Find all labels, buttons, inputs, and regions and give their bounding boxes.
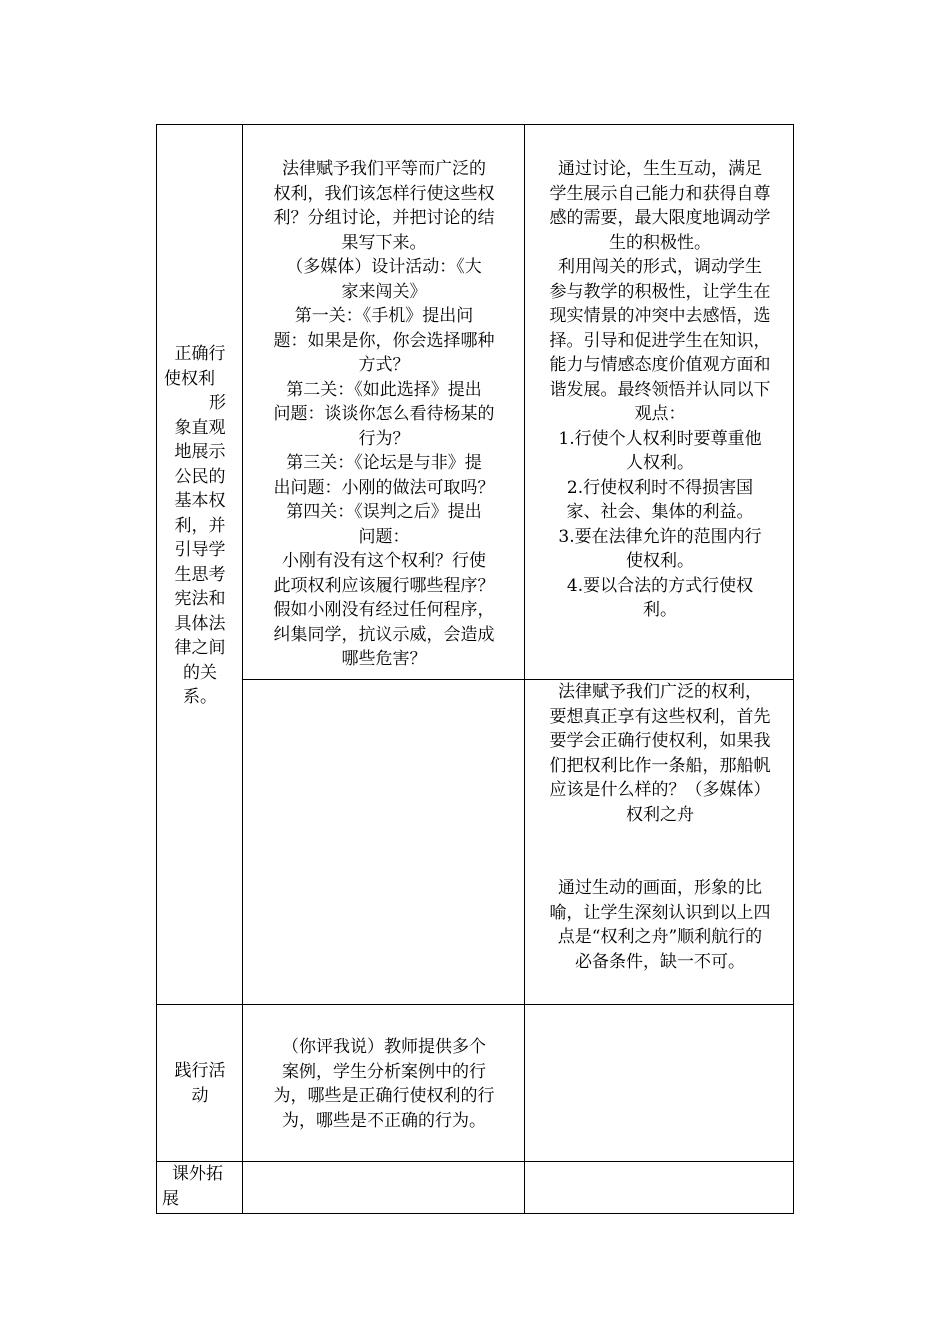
- cell-line: 现实情景的冲突中去感悟，选: [549, 306, 771, 326]
- cell-line: 们把权利比作一条船，那船帆: [549, 755, 771, 776]
- table-border-right: [793, 124, 794, 1214]
- cell-line: 通过生动的画面，形象的比: [558, 878, 762, 898]
- cell-line: 哪些危害？: [341, 649, 427, 669]
- column-divider-1: [242, 124, 243, 1214]
- row1-topic-cell: [162, 342, 238, 710]
- row-divider-1: [156, 1004, 794, 1005]
- cell-line: 使权利: [164, 368, 215, 389]
- cell-line: 象直观: [174, 417, 226, 438]
- cell-line: 系。: [183, 687, 217, 707]
- cell-line: 应该是什么样的？（多媒体）: [549, 780, 771, 800]
- row1-intent-cell-bottom-a: [532, 680, 788, 827]
- cell-line: 法律赋予我们广泛的权利，: [558, 682, 762, 702]
- cell-line: 问题：谈谈你怎么看待杨某的: [273, 404, 495, 424]
- cell-line: 地展示: [174, 442, 226, 462]
- cell-line: 正确行: [174, 344, 226, 364]
- cell-line: 利？分组讨论，并把讨论的结: [273, 208, 495, 228]
- cell-line: 第四关：《误判之后》提出: [286, 502, 482, 522]
- cell-line: 利，并: [174, 515, 226, 536]
- cell-line: 案例，学生分析案例中的行: [282, 1061, 486, 1082]
- cell-line: 1.行使个人权利时要尊重他: [558, 428, 762, 449]
- cell-line: 基本权: [174, 491, 226, 511]
- cell-line: 题：如果是你，你会选择哪种: [273, 330, 495, 351]
- cell-line: 法律赋予我们平等而广泛的: [282, 159, 486, 179]
- cell-line: 生的积极性。: [609, 232, 711, 253]
- cell-line: 点是“权利之舟”顺利航行的: [557, 927, 763, 947]
- cell-line: （多媒体）设计活动：《大: [286, 257, 482, 277]
- cell-line: 假如小刚没有经过任何程序，: [273, 600, 495, 620]
- cell-line: 践行活: [174, 1061, 226, 1081]
- cell-line: 小刚有没有这个权利？行使: [282, 551, 486, 571]
- cell-line: 第一关：《手机》提出问: [294, 306, 474, 326]
- row1-intent-cell-bottom-b: [532, 876, 788, 974]
- cell-line: 利用闯关的形式，调动学生: [558, 257, 762, 277]
- cell-line: 第三关：《论坛是与非》提: [286, 453, 482, 473]
- cell-line: 果写下来。: [341, 232, 427, 253]
- cell-line: 此项权利应该履行哪些程序？: [273, 575, 495, 596]
- cell-line: 课外拓: [172, 1164, 223, 1184]
- cell-line: 为，哪些是正确行使权利的行: [273, 1086, 495, 1106]
- cell-line: 谐发展。最终领悟并认同以下: [549, 379, 771, 400]
- cell-line: 出问题：小刚的做法可取吗？: [273, 477, 495, 498]
- cell-line: 的关: [183, 662, 217, 683]
- cell-line: 喻，让学生深刻认识到以上四: [549, 902, 771, 923]
- cell-line: 4.要以合法的方式行使权: [566, 575, 754, 596]
- cell-line: 形: [209, 393, 226, 413]
- cell-line: 具体法: [174, 613, 226, 634]
- cell-line: 使权利。: [626, 551, 694, 571]
- cell-line: 感的需要，最大限度地调动学: [549, 208, 771, 228]
- cell-line: 权利，我们该怎样行使这些权: [273, 183, 495, 204]
- cell-line: 生思考: [174, 564, 226, 585]
- cell-line: 利。: [643, 600, 677, 620]
- row3-topic-cell: [162, 1162, 238, 1211]
- table-border-left: [156, 124, 157, 1214]
- table-border-top: [156, 124, 794, 125]
- cell-line: 学生展示自己能力和获得自尊: [549, 183, 771, 204]
- cell-line: 引导学: [174, 540, 226, 560]
- cell-line: 宪法和: [174, 589, 226, 609]
- cell-line: 行为？: [358, 428, 410, 449]
- cell-line: 通过讨论，生生互动，满足: [558, 159, 762, 179]
- cell-line: 必备条件，缺一不可。: [575, 951, 745, 972]
- row2-activity-cell: [250, 1035, 518, 1133]
- cell-line: 择。引导和促进学生在知识，: [549, 330, 771, 351]
- cell-line: 3.要在法律允许的范围内行: [558, 526, 762, 547]
- cell-line: 律之间: [174, 638, 226, 658]
- row1-activity-cell: [250, 157, 518, 672]
- table-border-bottom: [156, 1213, 794, 1214]
- cell-line: 参与教学的积极性，让学生在: [549, 281, 771, 302]
- cell-line: 展: [162, 1188, 179, 1209]
- row-divider-2: [156, 1161, 794, 1162]
- cell-line: 要想真正享有这些权利，首先: [549, 706, 771, 727]
- cell-line: 观点：: [634, 404, 686, 424]
- column-divider-2: [524, 124, 525, 1214]
- cell-line: 方式？: [358, 355, 410, 375]
- row2-topic-cell: [162, 1059, 238, 1108]
- row1-intent-cell-top: [532, 157, 788, 623]
- cell-line: 动: [191, 1085, 209, 1106]
- cell-line: 为，哪些是不正确的行为。: [282, 1110, 486, 1131]
- cell-line: 公民的: [174, 466, 226, 487]
- cell-line: 权利之舟: [626, 804, 694, 825]
- cell-line: 人权利。: [626, 453, 694, 473]
- cell-line: 家来闯关》: [341, 281, 427, 302]
- cell-line: 纠集同学，抗议示威，会造成: [273, 624, 495, 645]
- cell-line: （你评我说）教师提供多个: [282, 1037, 486, 1057]
- cell-line: 2.行使权利时不得损害国: [566, 477, 754, 498]
- cell-line: 家、社会、集体的利益。: [566, 502, 754, 522]
- lesson-plan-table: [156, 124, 794, 1214]
- cell-line: 要学会正确行使权利，如果我: [549, 731, 771, 751]
- cell-line: 第二关：《如此选择》提出: [286, 379, 482, 400]
- cell-line: 问题：: [358, 526, 410, 547]
- cell-line: 能力与情感态度价值观方面和: [549, 355, 771, 375]
